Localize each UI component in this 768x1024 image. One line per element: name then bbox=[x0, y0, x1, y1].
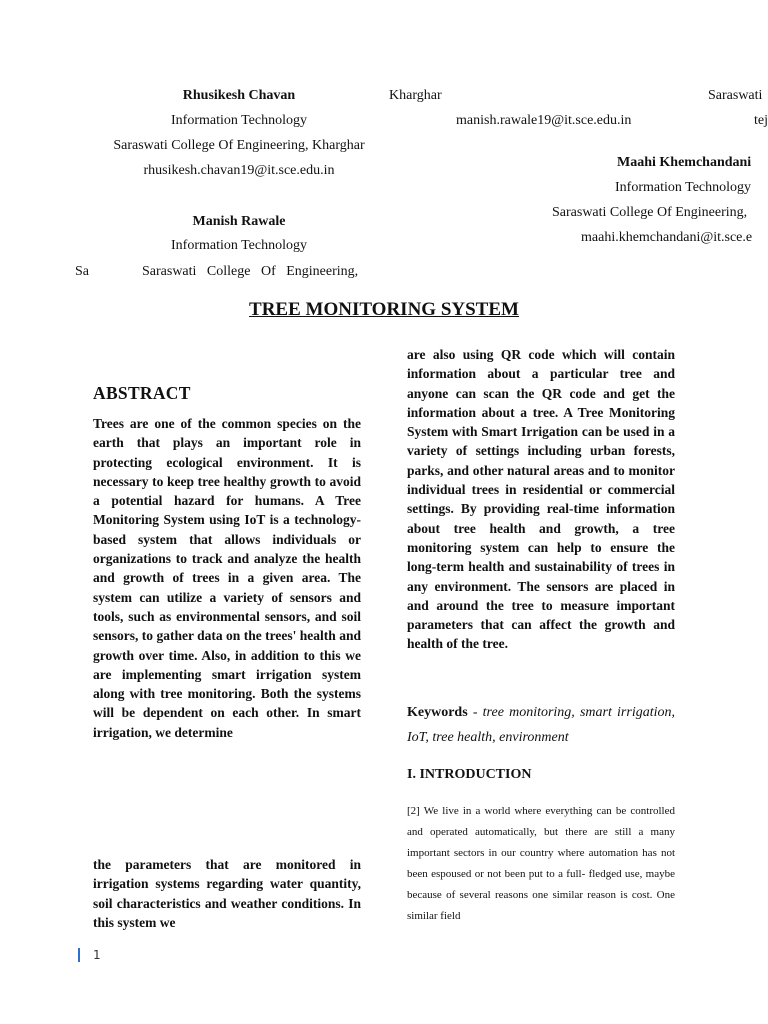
author-1-name: Rhusikesh Chavan bbox=[182, 88, 296, 103]
introduction-paragraph: [2] We live in a world where everything can be controlled and operated automatically, but there are still a many important sectors in our country where automation has not been espoused or not been put to a full- fledged use, maybe because of several reasons one similar reason is cost. One similar field bbox=[407, 805, 675, 922]
keywords-label: Keywords bbox=[407, 705, 468, 720]
author-2-city: Kharghar bbox=[389, 88, 442, 103]
abstract-paragraph-2: the parameters that are monitored in irrigation systems regarding water quantity, soil characteristics and weather conditions. In this system we bbox=[93, 857, 361, 930]
clipped-college-text: Saraswati bbox=[708, 88, 763, 103]
keywords-terms: tree monitoring, smart irrigation, IoT, tree health, environment bbox=[407, 705, 675, 745]
author-2-college: Saraswati College Of Engineering, bbox=[142, 264, 359, 279]
abstract-body-part-3 bbox=[407, 345, 675, 654]
author-1-college: Saraswati College Of Engineering, Kharghar bbox=[113, 138, 365, 153]
page-number: 1 bbox=[93, 948, 101, 962]
abstract-heading: ABSTRACT bbox=[93, 383, 191, 403]
author-3-email: maahi.khemchandani@it.sce.e bbox=[581, 230, 753, 245]
author-2-email: manish.rawale19@it.sce.edu.in bbox=[456, 113, 632, 128]
author-1-department: Information Technology bbox=[170, 113, 308, 128]
abstract-paragraph-3: are also using QR code which will contain information about a particular tree and anyone can scan the QR code and get the information about a tree. A Tree Monitoring System with Smart Irrigation can be used in a variety of settings including urban forests, parks, and other natural areas and to monitor individual trees in residential or commercial settings. By providing real-time information about tree health and growth, a tree monitoring system can help to ensure the long-term health and sustainability of trees in any environment. The sensors are placed in and around the tree to measure important parameters that can affect the growth and health of the tree. bbox=[407, 347, 675, 652]
clipped-email-text: tej bbox=[754, 113, 768, 128]
keywords-block bbox=[407, 700, 675, 750]
author-2-department: Information Technology bbox=[170, 238, 308, 253]
page-number-bar bbox=[78, 948, 80, 962]
author-1-email: rhusikesh.chavan19@it.sce.edu.in bbox=[143, 163, 335, 178]
introduction-body bbox=[407, 801, 675, 927]
author-3-college: Saraswati College Of Engineering, bbox=[552, 205, 748, 220]
author-3-department: Information Technology bbox=[615, 180, 752, 195]
introduction-heading: I. INTRODUCTION bbox=[407, 767, 532, 782]
author-3-name: Maahi Khemchandani bbox=[617, 155, 752, 170]
keywords-dash: - bbox=[467, 705, 483, 720]
author-2-name: Manish Rawale bbox=[192, 214, 286, 229]
abstract-paragraph-1: Trees are one of the common species on the earth that plays an important role in protecting ecological environment. It is necessary to keep tree healthy growth to avoid a potential hazard for humans. A Tree Monitoring System using IoT is a technology-based system that allows individuals or organizations to track and analyze the health and growth of trees in a given area. The system can utilize a variety of sensors and tools, such as environmental sensors, and soil sensors, to gather data on the trees' health and growth over time. Also, in addition to this we are implementing smart irrigation system along with tree monitoring. Both the systems will be dependent on each other. In smart irrigation, we determine bbox=[93, 416, 361, 740]
abstract-body-part-2 bbox=[93, 855, 361, 932]
abstract-body-part-1 bbox=[93, 414, 361, 742]
paper-title: TREE MONITORING SYSTEM bbox=[249, 299, 519, 320]
author-2-prefix: Sa bbox=[75, 264, 89, 279]
